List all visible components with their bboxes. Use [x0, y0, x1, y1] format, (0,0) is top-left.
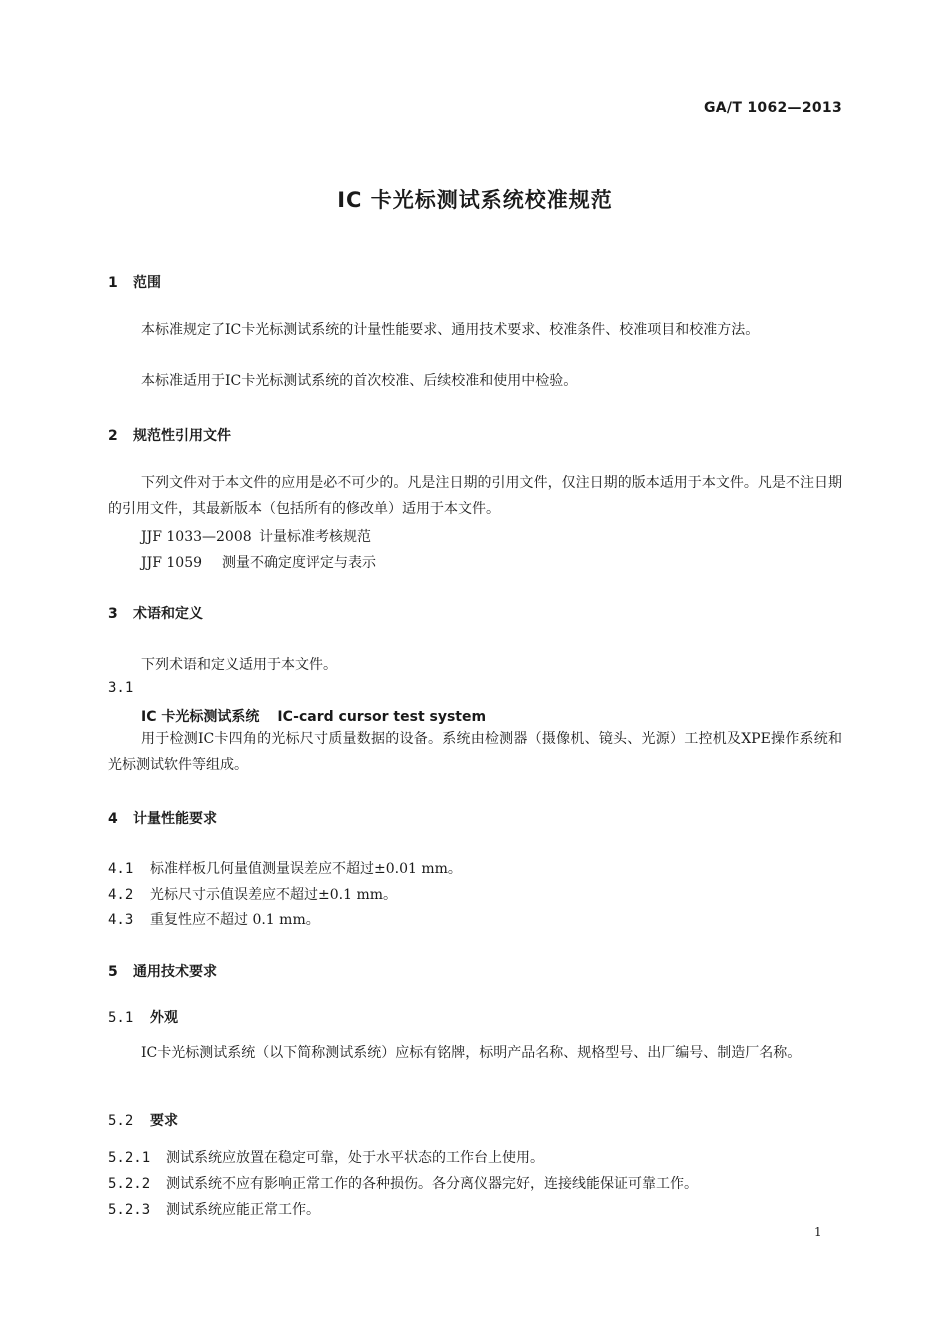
subsection-number: 5.2	[108, 1113, 134, 1129]
term-definition: 用于检测IC卡四角的光标尺寸质量数据的设备。系统由检测器（摄像机、镜头、光源）工控机及XPE操作系统和光标测试软件等组成。	[108, 731, 842, 773]
section-number: 2	[108, 428, 118, 444]
section-1-heading	[108, 272, 161, 292]
item-text: 测试系统不应有影响正常工作的各种损伤。各分离仪器完好，连接线能保证可靠工作。	[166, 1176, 698, 1192]
document-title: IC 卡光标测试系统校准规范	[337, 188, 613, 212]
requirement-item	[108, 1147, 544, 1167]
item-text: 光标尺寸示值误差应不超过±0.1 mm。	[150, 887, 397, 903]
section-title: 范围	[133, 275, 161, 291]
requirement-item	[108, 884, 397, 904]
term-english: IC-card cursor test system	[277, 709, 487, 725]
requirement-item	[108, 858, 462, 878]
section-3-heading	[108, 603, 203, 623]
item-text: 重复性应不超过 0.1 mm。	[150, 912, 320, 928]
subsection-number: 5.1	[108, 1010, 134, 1026]
item-number: 5.2.1	[108, 1150, 151, 1166]
section-2-heading	[108, 425, 231, 445]
section-3-paragraph-1: 下列术语和定义适用于本文件。	[141, 657, 337, 673]
section-number: 5	[108, 964, 118, 980]
term-chinese: IC 卡光标测试系统	[141, 709, 260, 725]
item-number: 5.2.3	[108, 1202, 151, 1218]
section-5-heading	[108, 961, 217, 981]
section-title: 通用技术要求	[133, 964, 217, 980]
section-title: 术语和定义	[133, 606, 203, 622]
section-number: 1	[108, 275, 118, 291]
section-4-heading	[108, 808, 217, 828]
reference-name: 测量不确定度评定与表示	[222, 555, 376, 571]
subsection-title: 外观	[150, 1010, 178, 1026]
reference-code: JJF 1033—2008	[141, 529, 252, 545]
section-title: 规范性引用文件	[133, 428, 231, 444]
section-2-paragraph-1: 下列文件对于本文件的应用是必不可少的。凡是注日期的引用文件，仅注日期的版本适用于本文件。凡是不注日期的引用文件，其最新版本（包括所有的修改单）适用于本文件。	[108, 475, 842, 517]
subsection-5-2-heading	[108, 1110, 178, 1130]
requirement-item	[108, 909, 320, 929]
subsection-5-1-heading	[108, 1007, 178, 1027]
reference-item	[141, 526, 371, 546]
item-text: 标准样板几何量值测量误差应不超过±0.01 mm。	[150, 861, 462, 877]
item-text: 测试系统应能正常工作。	[166, 1202, 320, 1218]
page-number: 1	[814, 1225, 822, 1239]
section-1-paragraph-2: 本标准适用于IC卡光标测试系统的首次校准、后续校准和使用中检验。	[141, 373, 578, 389]
reference-name: 计量标准考核规范	[259, 529, 371, 545]
requirement-item	[108, 1173, 698, 1193]
reference-code: JJF 1059	[141, 555, 203, 571]
section-number: 4	[108, 811, 118, 827]
subsection-title: 要求	[150, 1113, 178, 1129]
term-number: 3.1	[108, 680, 134, 696]
term-line	[141, 706, 486, 726]
item-number: 4.3	[108, 912, 134, 928]
requirement-item	[108, 1199, 320, 1219]
item-number: 5.2.2	[108, 1176, 151, 1192]
section-1-paragraph-1: 本标准规定了IC卡光标测试系统的计量性能要求、通用技术要求、校准条件、校准项目和校准方法。	[141, 322, 760, 338]
standard-code: GA/T 1062—2013	[704, 100, 842, 116]
section-number: 3	[108, 606, 118, 622]
item-number: 4.1	[108, 861, 134, 877]
item-number: 4.2	[108, 887, 134, 903]
subsection-5-1-paragraph: IC卡光标测试系统（以下简称测试系统）应标有铭牌，标明产品名称、规格型号、出厂编号、制造厂名称。	[141, 1045, 802, 1061]
section-title: 计量性能要求	[133, 811, 217, 827]
item-text: 测试系统应放置在稳定可靠，处于水平状态的工作台上使用。	[166, 1150, 544, 1166]
reference-item	[141, 552, 376, 572]
